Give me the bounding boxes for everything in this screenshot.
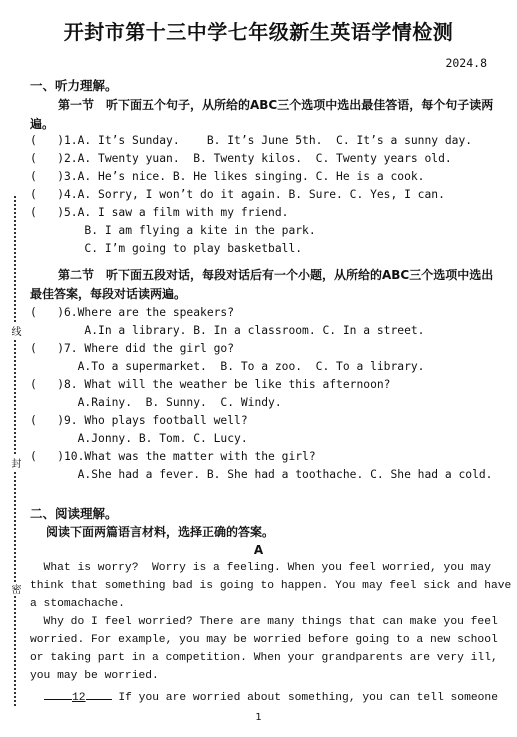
reading-heading: 二、阅读理解。 — [30, 506, 118, 521]
question-line: ( )8. What will the weather be like this afternoon? — [30, 378, 391, 391]
blank-number: 12 — [72, 692, 86, 704]
binding-char-line: 线 — [9, 326, 20, 336]
exam-date: 2024.8 — [445, 56, 487, 70]
question-line: ( )6.Where are the speakers? — [30, 306, 235, 319]
question-line: ( )7. Where did the girl go? — [30, 342, 235, 355]
question-line: ( )5.A. I saw a film with my friend. — [30, 206, 289, 219]
passage-line: a stomachache. — [30, 598, 125, 610]
question-line: ( )2.A. Twenty yuan. B. Twenty kilos. C. Twenty years old. — [30, 152, 452, 165]
option-line: B. I am flying a kite in the park. — [30, 224, 316, 237]
binding-char-seal: 封 — [9, 458, 20, 468]
blank-underline-right — [86, 688, 112, 700]
page-title: 开封市第十三中学七年级新生英语学情检测 — [63, 20, 454, 44]
reading-instruction: 阅读下面两篇语言材料，选择正确的答案。 — [46, 525, 275, 539]
passage-label: A — [253, 543, 264, 557]
question-line: ( )10.What was the matter with the girl? — [30, 450, 316, 463]
binding-margin — [9, 196, 21, 706]
question-line: ( )3.A. He’s nice. B. He likes singing. C. He is a cook. — [30, 170, 425, 183]
passage-line: you may be worried. — [30, 670, 159, 682]
passage-line: or taking part in a competition. When your grandparents are very ill, — [30, 652, 498, 664]
passage-line: worried. For example, you may be worried before going to a new school — [30, 634, 498, 646]
option-line: A.In a library. B. In a classroom. C. In a street. — [30, 324, 425, 337]
binding-char-secret: 密 — [9, 584, 20, 594]
binding-dotted-line — [14, 196, 16, 706]
question-line: ( )4.A. Sorry, I won’t do it again. B. Sure. C. Yes, I can. — [30, 188, 445, 201]
blank-underline-left — [44, 688, 72, 700]
passage-line-with-blank — [44, 688, 498, 704]
option-line: A.She had a fever. B. She had a toothache. C. She had a cold. — [30, 468, 493, 481]
question-line: ( )1.A. It’s Sunday. B. It’s June 5th. C. It’s a sunny day. — [30, 134, 473, 147]
option-line: C. I’m going to play basketball. — [30, 242, 303, 255]
listening-part2-instruction: 第二节 听下面五段对话，每段对话后有一个小题，从所给的ABC三个选项中选出最佳答案，每段对话读两遍。 — [30, 268, 494, 301]
passage-line: think that something bad is going to happen. You may feel sick and have — [30, 580, 512, 592]
listening-heading: 一、听力理解。 — [30, 78, 118, 93]
passage-line: What is worry? Worry is a feeling. When you feel worried, you may — [30, 562, 491, 574]
option-line: A.Jonny. B. Tom. C. Lucy. — [30, 432, 248, 445]
question-line: ( )9. Who plays football well? — [30, 414, 248, 427]
option-line: A.Rainy. B. Sunny. C. Windy. — [30, 396, 282, 409]
listening-part1-instruction: 第一节 听下面五个句子，从所给的ABC三个选项中选出最佳答语，每个句子读两遍。 — [30, 98, 494, 131]
passage-line: Why do I feel worried? There are many things that can make you feel — [30, 616, 498, 628]
option-line: A.To a supermarket. B. To a zoo. C. To a library. — [30, 360, 425, 373]
passage-line-rest: If you are worried about something, you can tell someone — [111, 692, 498, 704]
page-number: 1 — [255, 712, 262, 723]
